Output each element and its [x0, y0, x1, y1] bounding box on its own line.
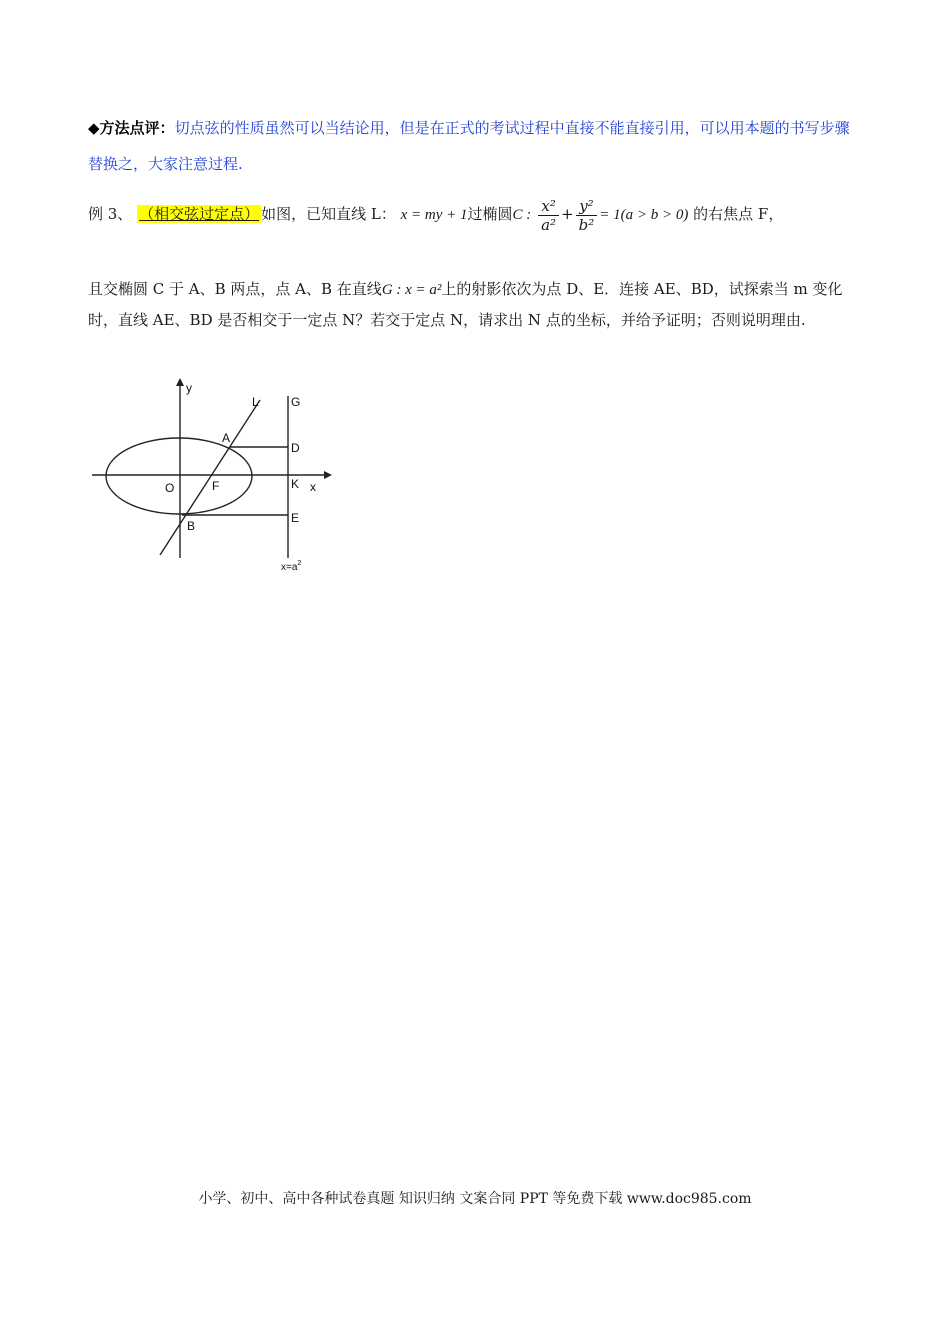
label-x: x	[310, 480, 316, 494]
label-F: F	[212, 479, 220, 493]
ellipse-name: C :	[512, 207, 532, 223]
label-G: G	[291, 395, 301, 409]
topic-highlight: （相交弦过定点）	[139, 205, 260, 223]
label-y: y	[186, 381, 192, 395]
fraction-x: $\frac{\text{x²}}{\text{a²}}$	[538, 197, 559, 234]
label-O: O	[165, 481, 175, 495]
example-3-header	[88, 196, 864, 234]
label-B: B	[187, 519, 196, 533]
comment-text: 切点弦的性质虽然可以当结论用，但是在正式的考试过程中直接不能直接引用，可以用本题的书写步骤替换之，大家注意过程.	[88, 119, 850, 173]
method-comment	[88, 110, 864, 182]
line-L	[160, 400, 260, 555]
label-A: A	[222, 431, 231, 445]
example-tail: 的右焦点 F，	[693, 205, 784, 223]
label-E: E	[291, 511, 300, 525]
diamond-icon: ◆	[88, 119, 100, 137]
body-part-b: 上的射影依次为点 D、E．连接 AE、BD，试探索当 m 变化时，直线 AE、BD 是否相交于一定点 N？若交于定点 N，请求出 N 点的坐标，并给予证明；否则说明理由.	[88, 280, 843, 329]
example-body	[88, 274, 864, 335]
plus-sign: +	[561, 205, 574, 223]
label-D: D	[291, 441, 300, 455]
label-line-G-eq: $x=a^2$	[281, 560, 302, 573]
example-lead: 如图，已知直线 L：	[261, 205, 396, 223]
ellipse-curve	[106, 438, 252, 514]
line-equation: x = my + 1	[400, 207, 468, 223]
comment-tag: 方法点评：	[99, 119, 175, 137]
y-axis-arrow	[176, 378, 184, 386]
label-L: L	[252, 395, 259, 409]
example-prefix: 例 3、	[88, 205, 133, 223]
fraction-y: $\frac{\text{y²}}{\text{b²}}$	[576, 197, 598, 234]
ellipse-figure	[88, 378, 348, 578]
label-K: K	[291, 477, 300, 491]
line-G-equation: G : x = a²	[381, 282, 442, 298]
body-part-a: 且交椭圆 C 于 A、B 两点，点 A、B 在直线	[88, 280, 382, 298]
footer-text: 小学、初中、高中各种试卷真题 知识归纳 文案合同 PPT 等免费下载 www.doc985.com	[198, 1191, 752, 1207]
example-mid: 过椭圆	[467, 205, 513, 223]
x-axis-arrow	[324, 471, 332, 479]
equation-tail: = 1(a > b > 0)	[599, 207, 689, 223]
